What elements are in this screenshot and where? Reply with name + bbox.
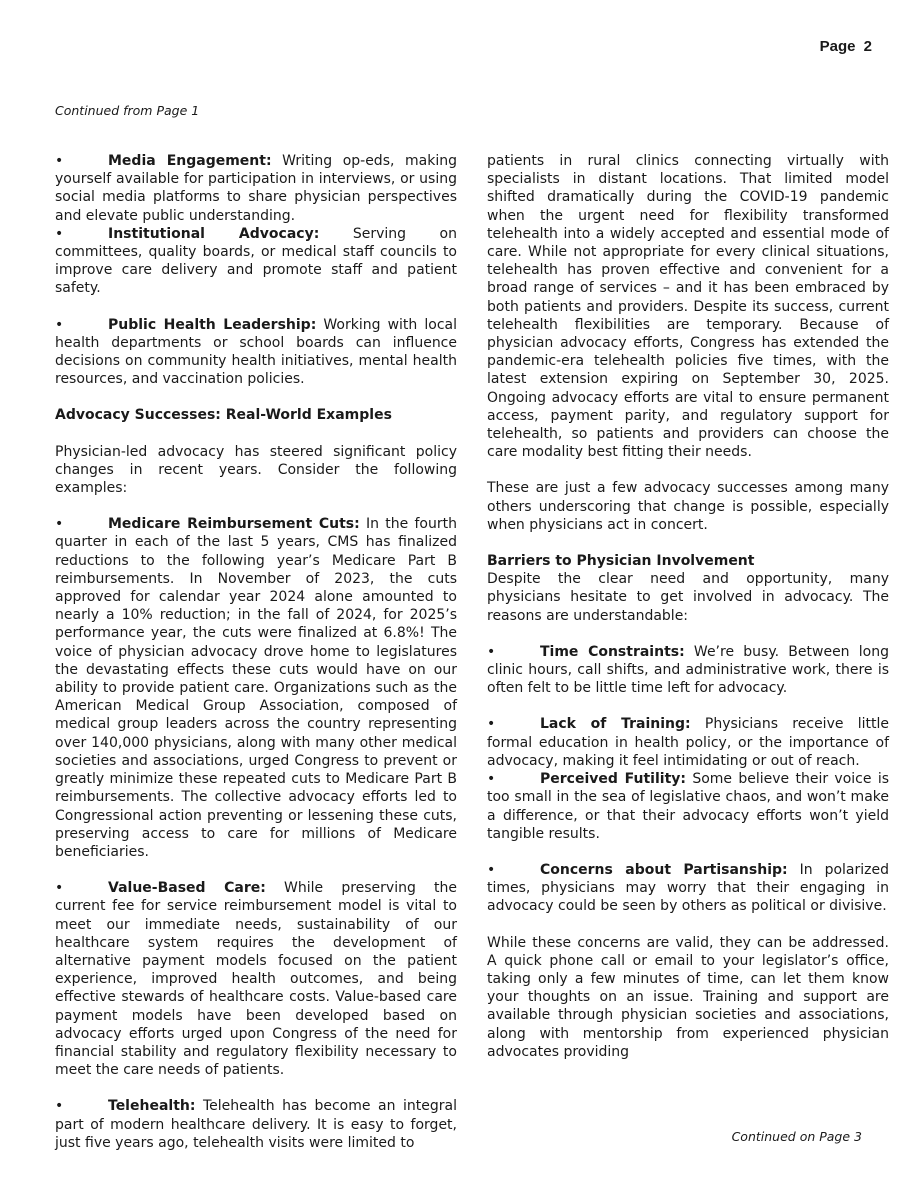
bullet-term: Institutional Advocacy: [108, 225, 320, 242]
continued-on-note: Continued on Page 3 [731, 1129, 862, 1144]
bullet-dot-icon: • [487, 716, 496, 733]
bullet-dot-icon: • [55, 153, 64, 169]
bullet-dot-icon: • [55, 316, 64, 333]
bullet-term: Value-Based Care: [108, 880, 266, 897]
bullet-term: Time Constraints: [540, 643, 685, 660]
bullet-text: In polarized times, physicians may worry that their engaging in advocacy could be seen by others as political or divisive. [487, 861, 889, 915]
bullet-lack-of-training [487, 715, 889, 770]
section-heading-successes: Advocacy Successes: Real-World Examples [55, 407, 392, 424]
bullet-text: In the fourth quarter in each of the last 5 years, CMS has finalized reductions to the following year’s Medicare Part B reimbursements. In November of 2023, the cuts approved for calendar year 2024 alone amounted to nearly a 10% reduction; in the fall of 2024, for 2025’s performance year, the cuts were finalized at 6.8%! The voice of physician advocacy drove home to legislatures the devastating effects these cuts would have on our ability to provide patient care. Organizations such as the American Medical Group Association, composed of medical group leaders across the country representing over 140,000 physicians, along with many other medical societies and associations, urged Congress to prevent or greatly minimize these repeated cuts to Medicare Part B reimbursements. The collective advocacy efforts led to Congressional action preventing or lessening these cuts, preserving access to care for millions of Medicare beneficiaries. [55, 516, 457, 860]
bullet-dot-icon: • [55, 516, 64, 533]
bullet-perceived-futility [487, 770, 889, 843]
successes-summary: These are just a few advocacy successes among many others underscoring that change is possible, especially when physicians act in concert. [487, 480, 889, 533]
bullet-public-health-leadership [55, 316, 457, 389]
bullet-value-based-care [55, 879, 457, 1079]
bullet-telehealth [55, 1097, 457, 1152]
bullet-text: Working with local health departments or school boards can influence decisions on community health initiatives, mental health resources, and vaccination policies. [55, 316, 457, 388]
telehealth-continued: patients in rural clinics connecting virtually with specialists in distant locations. That limited model shifted dramatically during the COVID-19 pandemic when the urgent need for flexibility transformed telehealth into a widely accepted and essential mode of care. While not appropriate for every clinical situations, telehealth has proven effective and convenient for a broad range of services – and it has been embraced by both patients and providers. Despite its success, current telehealth flexibilities are temporary. Because of physician advocacy efforts, Congress has extended the pandemic-era telehealth policies five times, with the latest extension expiring on September 30, 2025. Ongoing advocacy efforts are vital to ensure permanent access, payment parity, and regulatory support for telehealth, so patients and providers can choose the care modality best fitting their needs. [487, 153, 889, 461]
page-number: Page 2 [819, 38, 872, 55]
bullet-text: Telehealth has become an integral part of modern healthcare delivery. It is easy to forget, just five years ago, telehealth visits were limited to [55, 1098, 457, 1151]
bullet-dot-icon: • [487, 861, 496, 878]
bullet-term: Lack of Training: [540, 716, 691, 733]
bullet-term: Concerns about Partisanship: [540, 861, 788, 878]
bullet-text: Writing op-eds, making yourself available for participation in interviews, or using social media platforms to share physician perspectives and elevate public understanding. [55, 153, 457, 224]
bullet-text: Physicians receive little formal education in health policy, or the importance of advocacy, making it feel intimidating or out of reach. [487, 716, 890, 769]
continued-from-note: Continued from Page 1 [55, 103, 200, 118]
bullet-term: Telehealth: [108, 1098, 196, 1115]
bullet-medicare-cuts [55, 515, 457, 861]
bullet-institutional-advocacy [55, 225, 457, 298]
section-heading-barriers: Barriers to Physician Involvement [487, 553, 755, 570]
bullet-partisanship [487, 861, 889, 916]
successes-intro: Physician-led advocacy has steered significant policy changes in recent years. Consider the following examples: [55, 443, 457, 497]
bullet-time-constraints [487, 643, 889, 698]
bullet-term: Medicare Reimbursement Cuts: [108, 516, 360, 533]
bullet-media-engagement [55, 152, 457, 225]
bullet-text: Serving on committees, quality boards, or medical staff councils to improve care delivery and promote staff and patient safety. [55, 225, 457, 297]
bullet-term: Perceived Futility: [540, 771, 686, 788]
bullet-dot-icon: • [487, 771, 496, 788]
barriers-intro: Despite the clear need and opportunity, many physicians hesitate to get involved in advocacy. The reasons are understandable: [487, 571, 889, 624]
bullet-dot-icon: • [55, 880, 64, 897]
right-column [487, 152, 889, 1061]
bullet-text: While preserving the current fee for service reimbursement model is vital to meet our immediate needs, sustainability of our healthcare system requires the development of alternative payment models focused on the patient experience, improved health outcomes, and being effective stewards of healthcare costs. Value-based care payment models have been developed based on advocacy efforts urged upon Congress of the need for financial stability and regulatory flexibility necessary to meet the care needs of patients. [55, 880, 457, 1079]
bullet-dot-icon: • [55, 225, 64, 242]
bullet-text: Some believe their voice is too small in the sea of legislative chaos, and won’t make a difference, or that their advocacy efforts won’t yield tangible results. [487, 771, 890, 842]
closing-paragraph: While these concerns are valid, they can be addressed. A quick phone call or email to your legislator’s office, taking only a few minutes of time, can let them know your thoughts on an issue. Training and support are available through physician societies and associations, along with mentorship from experienced physician advocates providing [487, 934, 889, 1060]
bullet-dot-icon: • [487, 643, 496, 660]
bullet-term: Public Health Leadership: [108, 316, 317, 333]
bullet-text: We’re busy. Between long clinic hours, call shifts, and administrative work, there is often felt to be little time left for advocacy. [487, 643, 889, 697]
left-column [55, 152, 457, 1152]
bullet-dot-icon: • [55, 1098, 64, 1115]
bullet-term: Media Engagement: [108, 153, 272, 169]
